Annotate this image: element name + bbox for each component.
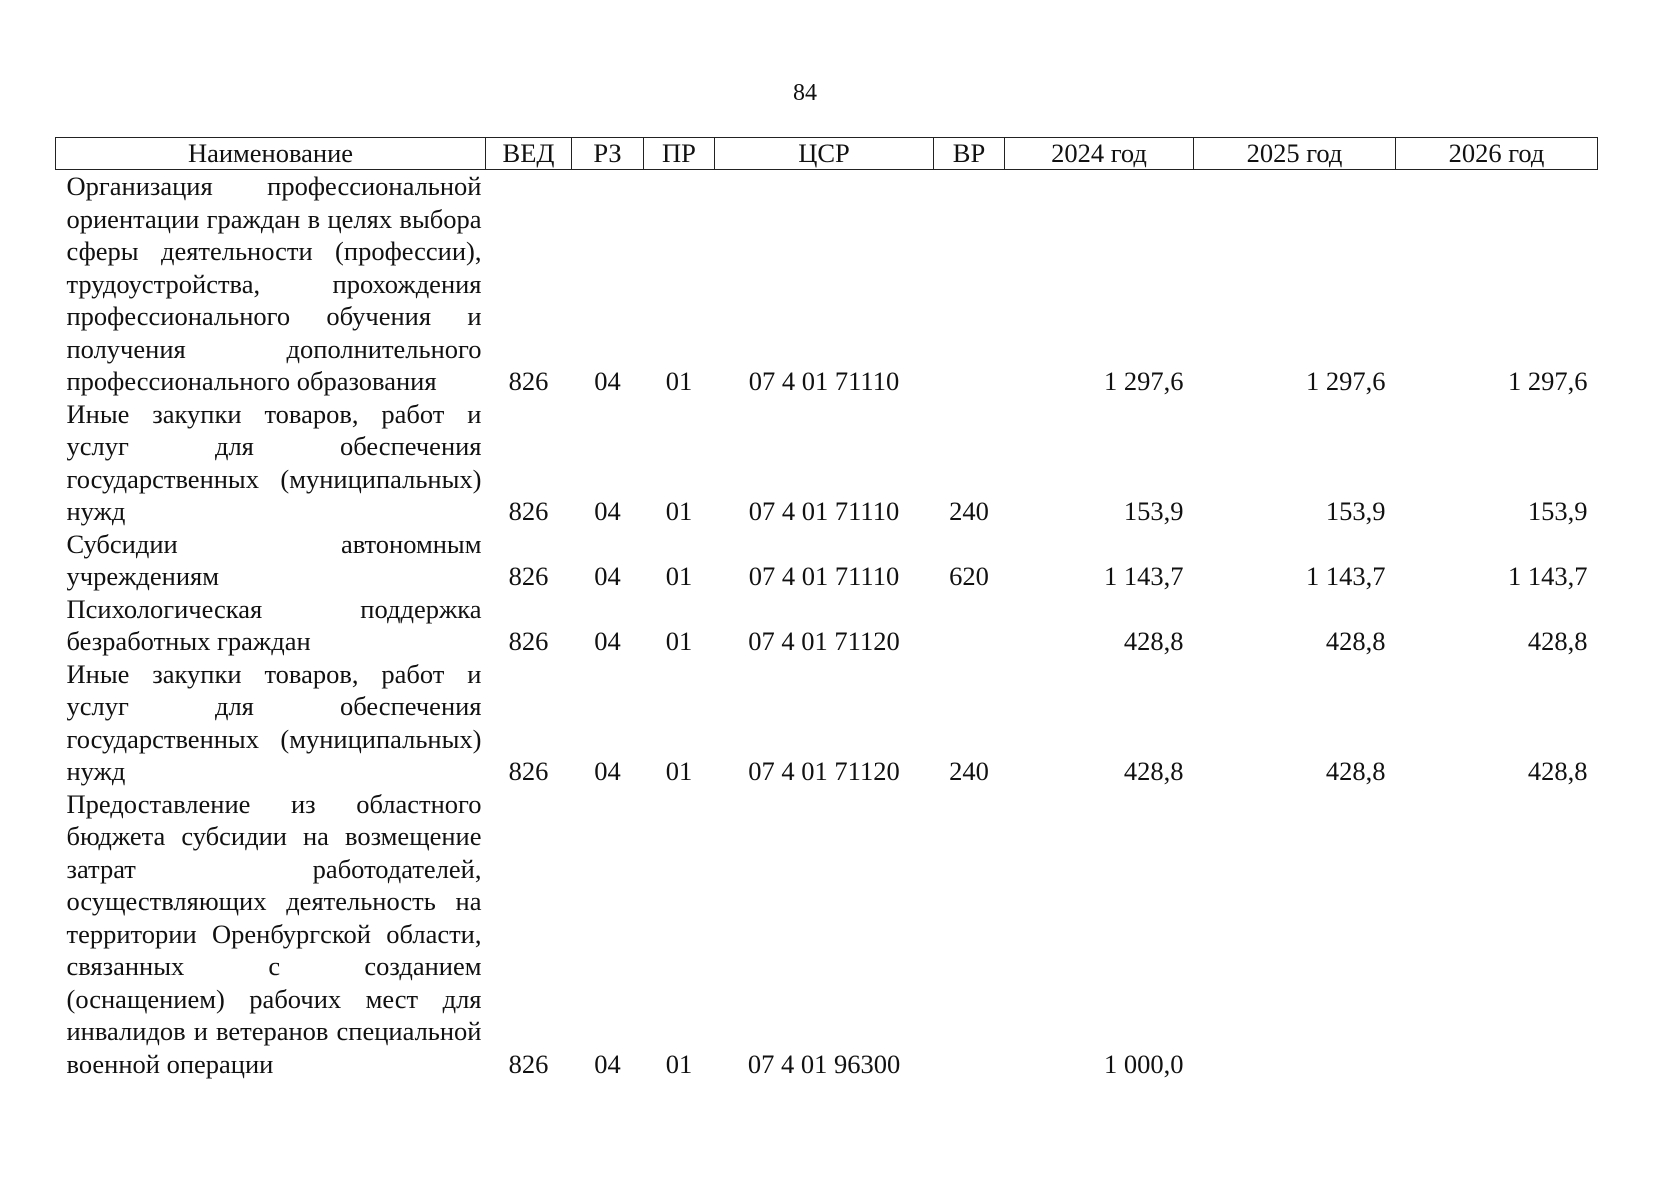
row-2024: 428,8 [1123,756,1184,786]
row-csr: 07 4 01 71110 [748,496,900,526]
header-vr: ВР [934,138,1005,170]
header-ved: ВЕД [486,138,572,170]
row-vr: 240 [949,756,989,786]
row-vr: 620 [949,561,989,591]
table-row [56,593,1598,658]
row-name: Иные закупки товаров, работ и услуг для обеспечения государственных (муниципальных) нужд [66,658,482,786]
row-vr [934,593,1005,658]
row-2024: 153,9 [1123,496,1184,526]
budget-table [55,137,1598,1080]
row-pr: 01 [665,626,693,656]
row-pr: 01 [665,496,693,526]
row-ved: 826 [508,561,549,591]
row-2025: 153,9 [1325,496,1386,526]
row-csr: 07 4 01 71110 [748,366,900,396]
header-2025: 2025 год [1194,138,1396,170]
row-2026: 1 143,7 [1508,561,1588,591]
header-row [56,138,1598,170]
header-name: Наименование [56,138,486,170]
row-vr [934,170,1005,398]
row-2026 [1396,788,1598,1081]
row-ved: 826 [508,496,549,526]
header-csr: ЦСР [715,138,934,170]
row-vr [934,788,1005,1081]
page-number: 84 [793,80,817,106]
row-2026: 428,8 [1527,756,1588,786]
row-name: Иные закупки товаров, работ и услуг для обеспечения государственных (муниципальных) нужд [66,398,482,526]
row-2024: 1 143,7 [1104,561,1184,591]
row-csr: 07 4 01 71110 [748,561,900,591]
table-row [56,398,1598,528]
row-ved: 826 [508,366,549,396]
row-vr: 240 [949,496,989,526]
row-2025: 1 297,6 [1306,366,1386,396]
row-csr: 07 4 01 71120 [748,626,900,656]
row-csr: 07 4 01 71120 [748,756,900,786]
row-2024: 428,8 [1123,626,1184,656]
row-ved: 826 [508,1048,549,1079]
table-row [56,170,1598,398]
row-pr: 01 [665,1048,693,1079]
row-ved: 826 [508,756,549,786]
row-pr: 01 [665,561,693,591]
row-rz: 04 [594,366,621,396]
row-2024: 1 297,6 [1104,366,1184,396]
row-name: Субсидии автономным учреждениям [66,528,482,591]
row-2024: 1 000,0 [1104,1048,1184,1079]
row-rz: 04 [594,496,621,526]
row-rz: 04 [594,561,621,591]
table-row [56,788,1598,1081]
header-rz: РЗ [572,138,644,170]
row-name: Психологическая поддержка безработных граждан [66,593,482,656]
row-rz: 04 [594,626,621,656]
header-pr: ПР [644,138,715,170]
table-row [56,658,1598,788]
row-rz: 04 [594,756,621,786]
row-2025: 428,8 [1325,756,1386,786]
table-row [56,528,1598,593]
row-2025: 1 143,7 [1306,561,1386,591]
row-name: Организация профессиональной ориентации граждан в целях выбора сферы деятельности (профессии), трудоустройства, прохождения профессионального обучения и получения дополнительного профессионального образования [66,171,482,396]
row-2026: 153,9 [1527,496,1588,526]
header-2024: 2024 год [1005,138,1194,170]
row-2026: 428,8 [1527,626,1588,656]
row-pr: 01 [665,366,693,396]
row-2025 [1194,788,1396,1081]
header-2026: 2026 год [1396,138,1598,170]
row-csr: 07 4 01 96300 [747,1048,901,1079]
row-pr: 01 [665,756,693,786]
row-ved: 826 [508,626,549,656]
row-2026: 1 297,6 [1508,366,1588,396]
row-2025: 428,8 [1325,626,1386,656]
row-rz: 04 [594,1048,621,1079]
row-name: Предоставление из областного бюджета субсидии на возмещение затрат работодателей, осуществляющих деятельность на территории Оренбургской области, связанных с созданием (оснащением) рабочих мест для инвалидов и ветеранов специальной военной операции [66,788,482,1079]
